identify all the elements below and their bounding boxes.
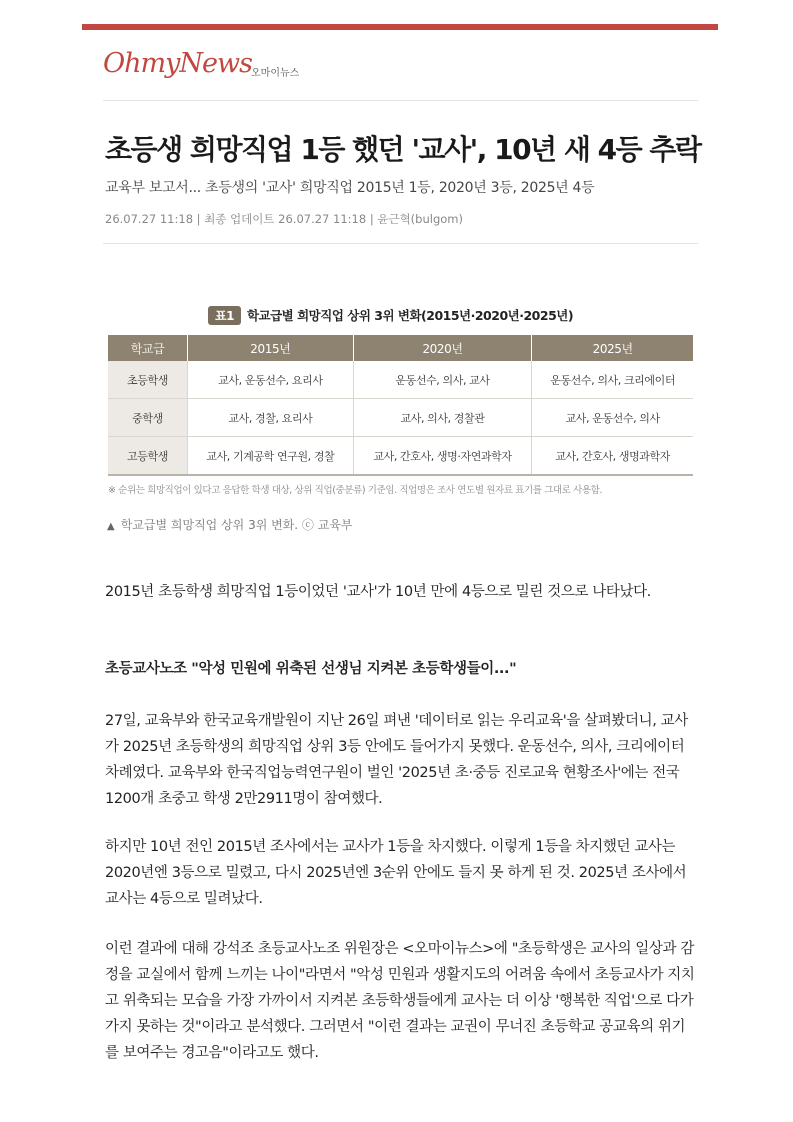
meta-divider — [103, 243, 698, 244]
table-cell: 운동선수, 의사, 교사 — [353, 361, 532, 399]
article-headline: 초등생 희망직업 1등 했던 '교사', 10년 새 4등 추락 — [105, 133, 701, 166]
body-paragraph: 27일, 교육부와 한국교육개발원이 지난 26일 펴낸 '데이터로 읽는 우리교육'을 살펴봤더니, 교사가 2025년 초등학생의 희망직업 상위 3등 안에도 들어가지 못했다. 운동선수, 의사, 크리에이터 차례였다. 교육부와 한국직업능력연구원이 벌인 '2025년 초·중등 진로교육 현황조사'에는 전국 1200개 초중고 학생 2만2911명이 참여했다. — [105, 713, 688, 807]
table-cell: 초등학생 — [108, 361, 188, 399]
table-cell: 고등학생 — [108, 437, 188, 476]
logo-subtitle: 오마이뉴스 — [251, 68, 300, 79]
table-header: 2020년 — [353, 335, 532, 361]
table-cell: 교사, 운동선수, 의사 — [532, 399, 693, 437]
caption-text: 학교급별 희망직업 상위 3위 변화. ⓒ 교육부 — [120, 518, 353, 532]
article-meta: 26.07.27 11:18 | 최종 업데이트 26.07.27 11:18 | 윤근혁(bulgom) — [105, 212, 463, 226]
table-cell: 교사, 운동선수, 요리사 — [188, 361, 354, 399]
table-title-text: 학교급별 희망직업 상위 3위 변화(2015년·2020년·2025년) — [246, 308, 574, 323]
header-divider — [103, 100, 698, 101]
article-subhead: 교육부 보고서... 초등생의 '교사' 희망직업 2015년 1등, 2020년 3등, 2025년 4등 — [105, 180, 595, 196]
table-row — [108, 361, 693, 399]
image-caption — [107, 516, 353, 533]
table-badge: 표1 — [208, 306, 241, 325]
table-header: 학교급 — [108, 335, 188, 361]
body-paragraph: 하지만 10년 전인 2015년 조사에서는 교사가 1등을 차지했다. 이렇게 1등을 차지했던 교사는 2020년엔 3등으로 밀렸고, 다시 2025년엔 3순위 안에도 들지 못 하게 된 것. 2025년 조사에서 교사는 4등으로 밀려났다. — [105, 839, 687, 907]
table-cell: 교사, 기계공학 연구원, 경찰 — [188, 437, 354, 476]
body-paragraph: 이런 결과에 대해 강석조 초등교사노조 위원장은 <오마이뉴스>에 "초등학생은 교사의 일상과 감정을 교실에서 함께 느끼는 나이"라면서 "악성 민원과 생활지도의 어려움 속에서 초등교사가 지치고 위축되는 모습을 가장 가까이서 지켜본 초등학생들에게 교사는 더 이상 '행복한 직업'으로 다가가지 못하는 것"이라고 분석했다. 그러면서 "이런 결과는 교권이 무너진 초등학교 공교육의 위기를 보여주는 경고음"이라고도 했다. — [105, 941, 695, 1061]
table-cell: 운동선수, 의사, 크리에이터 — [532, 361, 693, 399]
table-title — [208, 306, 573, 325]
table-cell: 교사, 의사, 경찰관 — [353, 399, 532, 437]
table-row — [108, 437, 693, 476]
triangle-up-icon: ▲ — [107, 521, 115, 532]
career-table — [108, 335, 693, 476]
table-cell: 교사, 간호사, 생명·자연과학자 — [353, 437, 532, 476]
table-cell: 교사, 경찰, 요리사 — [188, 399, 354, 437]
ohmynews-logo[interactable]: OhmyNews — [103, 48, 252, 79]
table-header: 2025년 — [532, 335, 693, 361]
top-accent-bar — [82, 24, 718, 30]
table-cell: 교사, 간호사, 생명과학자 — [532, 437, 693, 476]
table-cell: 중학생 — [108, 399, 188, 437]
table-row — [108, 399, 693, 437]
body-paragraph: 2015년 초등학생 희망직업 1등이었던 '교사'가 10년 만에 4등으로 밀린 것으로 나타났다. — [105, 584, 651, 600]
table-note: ※ 순위는 희망직업이 있다고 응답한 학생 대상, 상위 직업(중분류) 기준임. 직업명은 조사 연도별 원자료 표기를 그대로 사용함. — [108, 485, 603, 496]
table-header-row — [108, 335, 693, 361]
table-header: 2015년 — [188, 335, 354, 361]
body-subtitle: 초등교사노조 "악성 민원에 위축된 선생님 지켜본 초등학생들이..." — [105, 661, 517, 677]
